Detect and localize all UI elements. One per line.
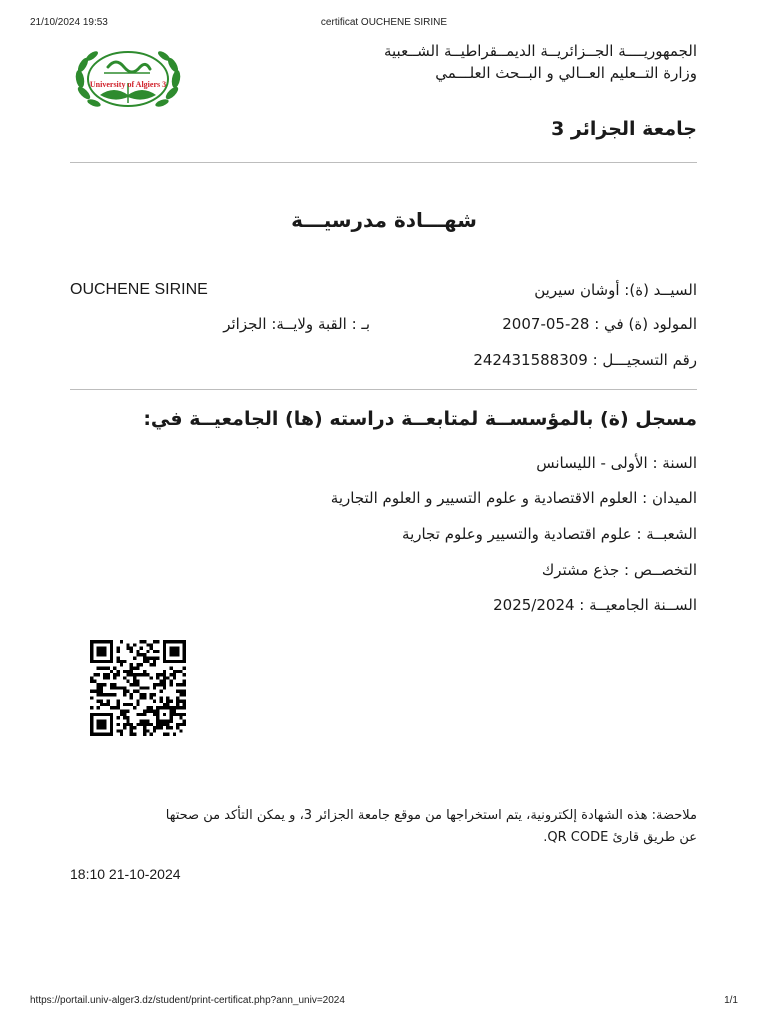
note-line-2: عن طريق قارئ QR CODE. <box>543 830 697 845</box>
print-datetime: 21/10/2024 19:53 <box>30 17 108 28</box>
study-specialty: التخصــص : جذع مشترك <box>541 561 697 579</box>
birth-date: المولود (ة) في : 28-05-2007 <box>502 315 697 333</box>
student-name-arabic: السيــد (ة): أوشان سيرين <box>534 281 697 299</box>
note-line-1: ملاحضة: هذه الشهادة إلكترونية، يتم استخراجها من موقع جامعة الجزائر 3، و يمكن التأكد من صحتها <box>165 808 697 823</box>
divider-top <box>70 162 697 163</box>
logo-text: University of Algiers 3 <box>89 80 167 89</box>
enrollment-heading: مسجل (ة) بالمؤسســة لمتابعــة دراسته (ها) الجامعيــة في: <box>143 408 697 430</box>
print-page-number: 1/1 <box>724 995 738 1006</box>
print-title: certificat OUCHENE SIRINE <box>320 17 448 28</box>
study-domain: الميدان : العلوم الاقتصادية و علوم التسيير و العلوم التجارية <box>330 489 697 507</box>
university-logo <box>70 45 186 113</box>
registration-number: رقم التسجيـــل : 242431588309 <box>473 351 697 369</box>
republic-name: الجمهوريــــة الجــزائريــة الديمــقراطيــة الشــعبية <box>383 42 697 60</box>
student-name-latin: OUCHENE SIRINE <box>70 281 208 298</box>
academic-year: الســنة الجامعيــة : 2025/2024 <box>493 596 697 614</box>
study-branch: الشعبــة : علوم اقتصادية والتسيير وعلوم تجارية <box>402 525 697 543</box>
issue-timestamp: 18:10 21-10-2024 <box>70 866 181 882</box>
ministry-name: وزارة التــعليم العــالي و البــحث العلـــمي <box>435 64 697 82</box>
university-name: جامعة الجزائر 3 <box>551 118 697 140</box>
divider-middle <box>70 389 697 390</box>
study-year: السنة : الأولى - الليسانس <box>536 454 697 472</box>
birth-place: بـ : القبة ولايــة: الجزائر <box>223 315 370 333</box>
print-url: https://portail.univ-alger3.dz/student/print-certificat.php?ann_univ=2024 <box>30 995 345 1006</box>
certificate-title: شهـــادة مدرسيـــة <box>291 208 477 232</box>
qr-code <box>90 640 186 736</box>
